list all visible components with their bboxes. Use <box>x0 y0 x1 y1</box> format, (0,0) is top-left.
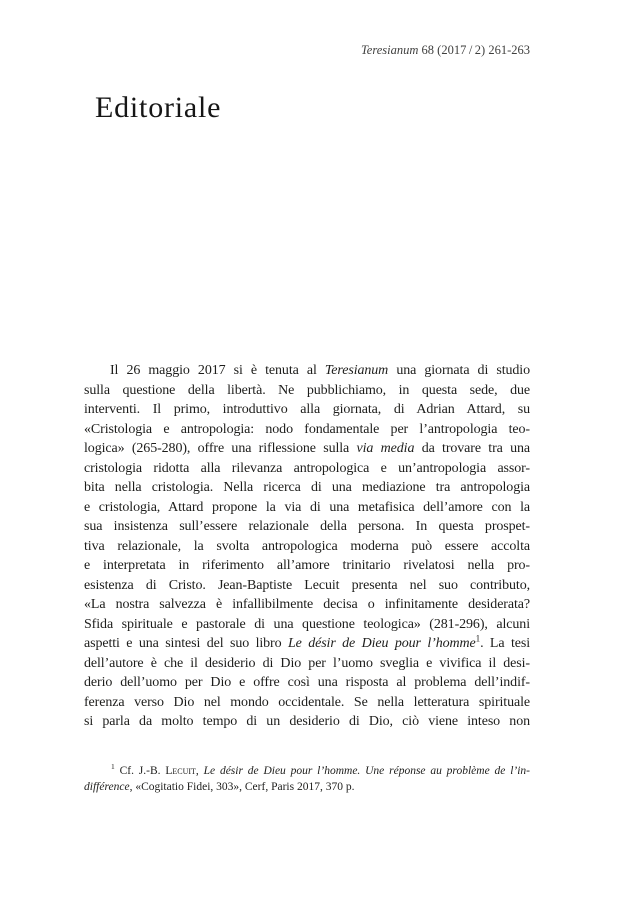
text-line-content <box>84 633 530 651</box>
text-segment: una giornata di studio <box>388 363 530 378</box>
text-line-content <box>84 519 530 534</box>
text-line-content <box>84 480 530 495</box>
text-segment: «La nostra salvezza è infallibilmente decisa o infinitamente desiderata? <box>84 597 530 612</box>
text-line-content <box>84 461 530 476</box>
text-line <box>84 517 530 537</box>
text-line-content <box>84 539 530 554</box>
text-segment: sua insistenza sull’essere relazionale della persona. In questa prospet- <box>84 519 530 534</box>
text-line-content <box>84 422 530 437</box>
text-line <box>84 498 530 518</box>
text-line-content <box>84 675 530 690</box>
text-line <box>84 381 530 401</box>
text-line <box>84 576 530 596</box>
text-line-content <box>84 402 530 417</box>
text-line <box>84 673 530 693</box>
text-segment: interventi. Il primo, introduttivo alla giornata, di Adrian Attard, su <box>84 402 530 417</box>
text-segment: e cristologia, Attard propone la via di una metafisica dell’amore con la <box>84 499 530 515</box>
footnote <box>84 763 530 796</box>
text-segment: aspetti e una sintesi del suo libro <box>84 636 288 651</box>
smallcaps-name: Lecuit <box>165 765 196 777</box>
text-line-content <box>361 43 530 57</box>
italic-text: différence <box>84 781 130 794</box>
text-segment: e interpretata in riferimento all’amore trinitario rivelatosi nella pro- <box>84 558 530 573</box>
text-segment: sulla questione della libertà. Ne pubblichiamo, in questa sede, due <box>84 382 530 398</box>
text-segment: cristologia ridotta alla rilevanza antropologica e un’antropologia assor- <box>84 460 530 476</box>
text-line <box>84 712 530 732</box>
text-line-content <box>84 558 530 573</box>
text-line <box>84 439 530 459</box>
text-segment: , <box>195 765 204 777</box>
text-line <box>84 400 530 420</box>
text-segment: ferenza verso Dio nel mondo occidentale. Se nella letteratura spirituale <box>84 694 530 710</box>
text-segment: si parla da molto tempo di un desiderio di Dio, ciò viene inteso non <box>84 714 530 729</box>
italic-text: Le désir de Dieu pour l’homme. Une réponse au problème de l’in- <box>203 765 530 777</box>
text-line <box>84 478 530 498</box>
text-line-content <box>84 383 530 398</box>
text-line-content <box>84 597 530 612</box>
text-segment: . La tesi <box>480 636 530 651</box>
running-head <box>84 43 530 58</box>
text-line <box>84 693 530 713</box>
footnote-marker: 1 <box>111 762 115 772</box>
text-line-content <box>84 617 530 632</box>
italic-text: via media <box>356 441 415 456</box>
text-line-content <box>110 363 530 378</box>
text-line <box>84 779 530 795</box>
text-line-content <box>84 781 354 793</box>
text-line-content <box>84 441 530 456</box>
text-line <box>84 420 530 440</box>
text-line <box>84 634 530 654</box>
text-segment: «Cristologia e antropologia: nodo fondamentale per l’antropologia teo- <box>84 421 530 437</box>
text-segment: Cf. J.-B. <box>114 765 166 777</box>
text-segment: Il 26 maggio 2017 si è tenuta al <box>110 363 325 378</box>
italic-text: Teresianum <box>360 43 419 57</box>
text-segment: bita nella cristologia. Nella ricerca di una mediazione tra antropologia <box>84 480 530 495</box>
text-line <box>84 615 530 635</box>
italic-text: Le désir de Dieu pour l’homme <box>287 636 476 651</box>
text-segment: derio dell’uomo per Dio e offre così una risposta al problema dell’indif- <box>84 675 530 690</box>
text-line <box>84 537 530 557</box>
text-segment: da trovare tra una <box>414 441 531 456</box>
text-line-content <box>84 500 530 515</box>
text-line <box>84 556 530 576</box>
text-line <box>84 595 530 615</box>
text-segment: tiva relazionale, la svolta antropologica moderna può essere accolta <box>84 538 530 554</box>
italic-text: Teresianum <box>324 363 389 378</box>
text-segment: logica» (265-280), offre una riflessione sulla <box>84 441 357 456</box>
text-line-content <box>84 714 530 729</box>
body-paragraph <box>84 361 530 732</box>
text-line-content <box>84 656 530 671</box>
text-line <box>84 654 530 674</box>
text-line <box>84 763 530 779</box>
text-segment: , «Cogitatio Fidei, 303», Cerf, Paris 2017, 370 p. <box>129 781 355 794</box>
text-line-content <box>84 578 530 593</box>
text-segment: Sfida spirituale e pastorale di una questione teologica» (281-296), alcuni <box>84 616 530 632</box>
text-line <box>84 459 530 479</box>
text-line <box>84 361 530 381</box>
text-segment: dell’autore è che il desiderio di Dio per l’uomo sveglia e vivifica il desi- <box>84 655 530 671</box>
text-segment: 68 (2017 / 2) 261-263 <box>418 43 530 57</box>
page-title: Editoriale <box>95 91 222 124</box>
text-line-content <box>84 695 530 710</box>
text-segment: esistenza di Cristo. Jean-Baptiste Lecuit presenta nel suo contributo, <box>84 577 530 593</box>
text-line-content <box>111 762 530 777</box>
footnote-marker: 1 <box>475 633 481 644</box>
